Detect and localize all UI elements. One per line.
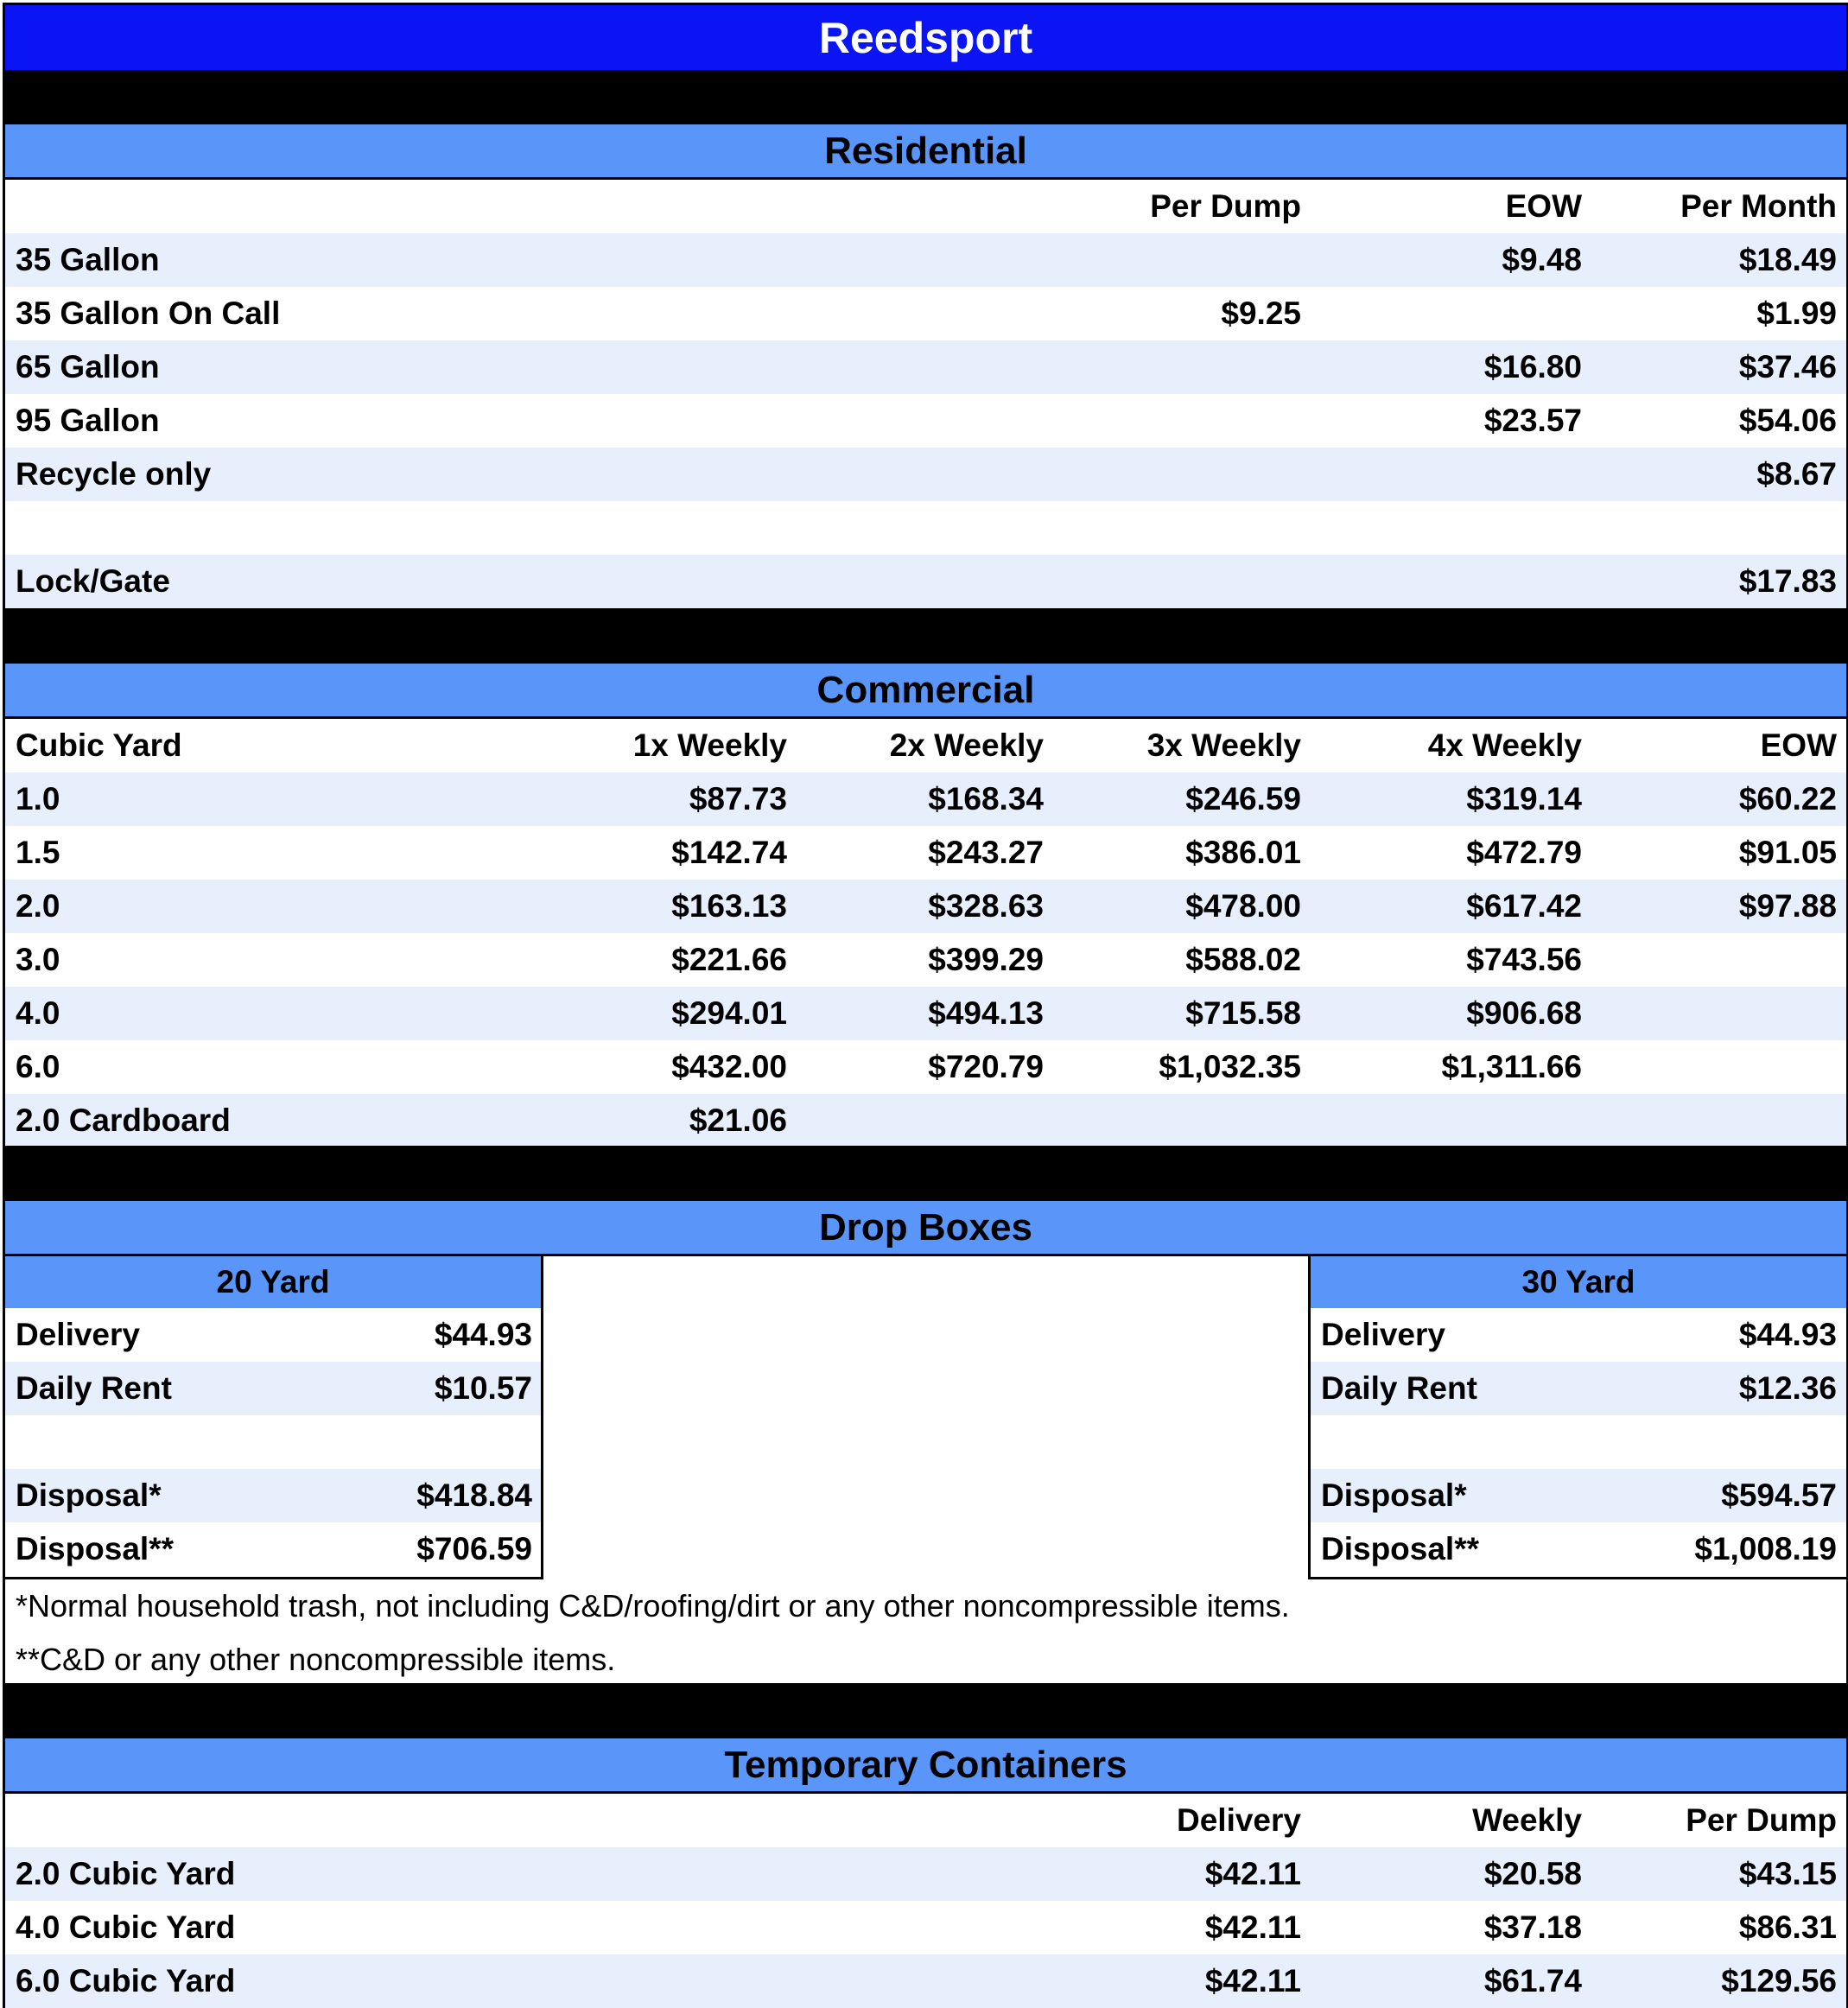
- col-weekly: Weekly: [1472, 1802, 1582, 1838]
- eow-value: [1582, 1040, 1837, 1094]
- delivery-value: $42.11: [1204, 1856, 1301, 1891]
- per-dump-value: $129.56: [1721, 1963, 1837, 1998]
- eow-value: [1582, 987, 1837, 1040]
- table-row: [5, 448, 1846, 501]
- weekly-2x-value: $720.79: [928, 1049, 1044, 1084]
- per-dump-value: $9.25: [1221, 295, 1301, 331]
- drop-value: $418.84: [416, 1477, 532, 1513]
- yard30-row: [1311, 1522, 1846, 1576]
- cubic-yard-value: 3.0: [16, 942, 60, 977]
- row-label: 6.0 Cubic Yard: [16, 1963, 236, 1998]
- table-row: [5, 1847, 1846, 1901]
- per-month-value: $54.06: [1738, 403, 1837, 438]
- drop-label: Disposal*: [16, 1477, 162, 1513]
- weekly-3x-value: $1,032.35: [1159, 1049, 1301, 1084]
- table-row: [5, 1901, 1846, 1954]
- drop-label: Delivery: [16, 1317, 140, 1352]
- yard20-heading: 20 Yard: [5, 1256, 541, 1308]
- col-2x-weekly: 2x Weekly: [889, 728, 1044, 763]
- drop-value: $594.57: [1721, 1477, 1837, 1513]
- drop-value: $706.59: [416, 1531, 532, 1566]
- table-row: [5, 501, 1846, 555]
- per-dump-value: $86.31: [1738, 1910, 1837, 1945]
- eow-value: [1582, 933, 1837, 987]
- row-label: Recycle only: [16, 456, 212, 492]
- drop-label: Disposal**: [16, 1531, 175, 1566]
- per-dump-value: [956, 448, 1301, 501]
- eow-value: $23.57: [1483, 403, 1582, 438]
- eow-value: [1301, 287, 1582, 340]
- weekly-1x-value: $221.66: [671, 942, 787, 977]
- yard20-row: [5, 1308, 541, 1362]
- weekly-2x-value: $399.29: [928, 942, 1044, 977]
- eow-value: [1301, 448, 1582, 501]
- row-label: 35 Gallon On Call: [16, 295, 281, 331]
- divider: [541, 1256, 543, 1579]
- weekly-3x-value: $478.00: [1185, 888, 1301, 924]
- weekly-4x-value: $1,311.66: [1441, 1049, 1582, 1084]
- row-label: 65 Gallon: [16, 349, 160, 384]
- weekly-value: $37.18: [1483, 1910, 1582, 1945]
- commercial-heading: Commercial: [5, 664, 1846, 719]
- yard30-heading: 30 Yard: [1311, 1256, 1846, 1308]
- weekly-3x-value: $246.59: [1185, 781, 1301, 817]
- row-label: 4.0 Cubic Yard: [16, 1910, 236, 1945]
- commercial-header-row: [5, 719, 1846, 772]
- drop-value: $44.93: [434, 1317, 532, 1352]
- drop-label: Daily Rent: [1321, 1370, 1477, 1406]
- table-row: [5, 233, 1846, 287]
- eow-value: [1301, 501, 1582, 555]
- table-row: [5, 1094, 1846, 1147]
- eow-value: $97.88: [1738, 888, 1837, 924]
- weekly-2x-value: $243.27: [928, 835, 1044, 870]
- col-per-dump: Per Dump: [1686, 1802, 1837, 1838]
- residential-header-row: [5, 180, 1846, 233]
- per-dump-value: $43.15: [1738, 1856, 1837, 1891]
- per-month-value: [1582, 501, 1837, 555]
- delivery-value: $42.11: [1204, 1963, 1301, 1998]
- yard20-row: [5, 1362, 541, 1415]
- per-month-value: $37.46: [1738, 349, 1837, 384]
- drop-label: [16, 1415, 344, 1469]
- weekly-1x-value: $87.73: [689, 781, 787, 817]
- weekly-1x-value: $142.74: [671, 835, 787, 870]
- per-dump-value: [956, 555, 1301, 608]
- temporary-heading: Temporary Containers: [5, 1738, 1846, 1794]
- per-dump-value: [956, 233, 1301, 287]
- cubic-yard-value: 2.0 Cardboard: [16, 1102, 231, 1138]
- weekly-value: $61.74: [1483, 1963, 1582, 1998]
- col-4x-weekly: 4x Weekly: [1427, 728, 1582, 763]
- cubic-yard-value: 4.0: [16, 995, 60, 1031]
- weekly-3x-value: $715.58: [1185, 995, 1301, 1031]
- weekly-1x-value: $294.01: [671, 995, 787, 1031]
- weekly-1x-value: $432.00: [671, 1049, 787, 1084]
- eow-value: [1301, 555, 1582, 608]
- weekly-4x-value: [1301, 1094, 1582, 1147]
- drop-label: Daily Rent: [16, 1370, 172, 1406]
- weekly-4x-value: $319.14: [1466, 781, 1582, 817]
- col-delivery: Delivery: [1177, 1802, 1301, 1838]
- weekly-2x-value: $494.13: [928, 995, 1044, 1031]
- weekly-3x-value: $588.02: [1185, 942, 1301, 977]
- page-title: Reedsport: [5, 5, 1846, 70]
- eow-value: [1582, 1094, 1837, 1147]
- per-month-value: $17.83: [1738, 563, 1837, 599]
- row-label: Lock/Gate: [16, 563, 170, 599]
- drop-value: $12.36: [1738, 1370, 1837, 1406]
- rate-sheet: [3, 3, 1848, 2008]
- col-per-month: Per Month: [1680, 188, 1837, 224]
- yard30-row: [1311, 1415, 1846, 1469]
- weekly-4x-value: $906.68: [1466, 995, 1582, 1031]
- yard20-row: [5, 1522, 541, 1576]
- yard20-row: [5, 1469, 541, 1522]
- table-row: [5, 987, 1846, 1040]
- weekly-4x-value: $743.56: [1466, 942, 1582, 977]
- row-label: 95 Gallon: [16, 403, 160, 438]
- drop-value: $1,008.19: [1694, 1531, 1837, 1566]
- drop-value: [1612, 1415, 1837, 1469]
- row-label: 2.0 Cubic Yard: [16, 1856, 236, 1891]
- weekly-value: $20.58: [1483, 1856, 1582, 1891]
- weekly-2x-value: $168.34: [928, 781, 1044, 817]
- per-month-value: $18.49: [1738, 242, 1837, 277]
- cubic-yard-value: 6.0: [16, 1049, 60, 1084]
- drop-value: [308, 1415, 532, 1469]
- yard30-row: [1311, 1362, 1846, 1415]
- col-cubic-yard: Cubic Yard: [16, 728, 182, 763]
- table-row: [5, 555, 1846, 608]
- col-eow: EOW: [1505, 188, 1582, 224]
- table-row: [5, 880, 1846, 933]
- row-label: [16, 501, 793, 555]
- drop-label: [1321, 1415, 1649, 1469]
- weekly-2x-value: [787, 1094, 1044, 1147]
- divider: [1308, 1577, 1846, 1579]
- weekly-1x-value: $21.06: [689, 1102, 787, 1138]
- per-month-value: $1.99: [1756, 295, 1837, 331]
- table-row: [5, 287, 1846, 340]
- footnote-normal-trash: *Normal household trash, not including C&D/roofing/dirt or any other noncompressible items.: [16, 1588, 1290, 1624]
- col-3x-weekly: 3x Weekly: [1146, 728, 1301, 763]
- cubic-yard-value: 1.0: [16, 781, 60, 817]
- table-row: [5, 826, 1846, 880]
- drop-boxes-heading: Drop Boxes: [5, 1201, 1846, 1256]
- table-row: [5, 394, 1846, 448]
- weekly-4x-value: $472.79: [1466, 835, 1582, 870]
- drop-label: Delivery: [1321, 1317, 1445, 1352]
- yard30-row: [1311, 1469, 1846, 1522]
- row-label: 35 Gallon: [16, 242, 160, 277]
- table-row: [5, 1040, 1846, 1094]
- separator-band: [5, 1146, 1846, 1201]
- table-row: [5, 933, 1846, 987]
- per-dump-value: [956, 394, 1301, 448]
- residential-heading: Residential: [5, 124, 1846, 180]
- separator-band: [5, 1683, 1846, 1738]
- table-row: [5, 1954, 1846, 2008]
- cubic-yard-value: 2.0: [16, 888, 60, 924]
- weekly-4x-value: $617.42: [1466, 888, 1582, 924]
- table-row: [5, 340, 1846, 394]
- drop-value: $44.93: [1738, 1317, 1837, 1352]
- col-per-dump: Per Dump: [1150, 188, 1301, 224]
- per-dump-value: [956, 340, 1301, 394]
- yard30-row: [1311, 1308, 1846, 1362]
- eow-value: $91.05: [1738, 835, 1837, 870]
- drop-value: $10.57: [434, 1370, 532, 1406]
- col-eow: EOW: [1760, 728, 1837, 763]
- cubic-yard-value: 1.5: [16, 835, 60, 870]
- footnote-cd: **C&D or any other noncompressible items.: [16, 1642, 616, 1677]
- per-dump-value: [956, 501, 1301, 555]
- drop-label: Disposal**: [1321, 1531, 1480, 1566]
- separator-band: [5, 608, 1846, 664]
- separator-band: [5, 70, 1846, 124]
- weekly-3x-value: [1044, 1094, 1301, 1147]
- weekly-3x-value: $386.01: [1185, 835, 1301, 870]
- table-row: [5, 772, 1846, 826]
- weekly-1x-value: $163.13: [671, 888, 787, 924]
- yard20-row: [5, 1415, 541, 1469]
- per-month-value: $8.67: [1756, 456, 1837, 492]
- eow-value: $9.48: [1502, 242, 1582, 277]
- temporary-header-row: [5, 1794, 1846, 1847]
- eow-value: $60.22: [1738, 781, 1837, 817]
- eow-value: $16.80: [1483, 349, 1582, 384]
- col-1x-weekly: 1x Weekly: [632, 728, 787, 763]
- drop-label: Disposal*: [1321, 1477, 1467, 1513]
- weekly-2x-value: $328.63: [928, 888, 1044, 924]
- delivery-value: $42.11: [1204, 1910, 1301, 1945]
